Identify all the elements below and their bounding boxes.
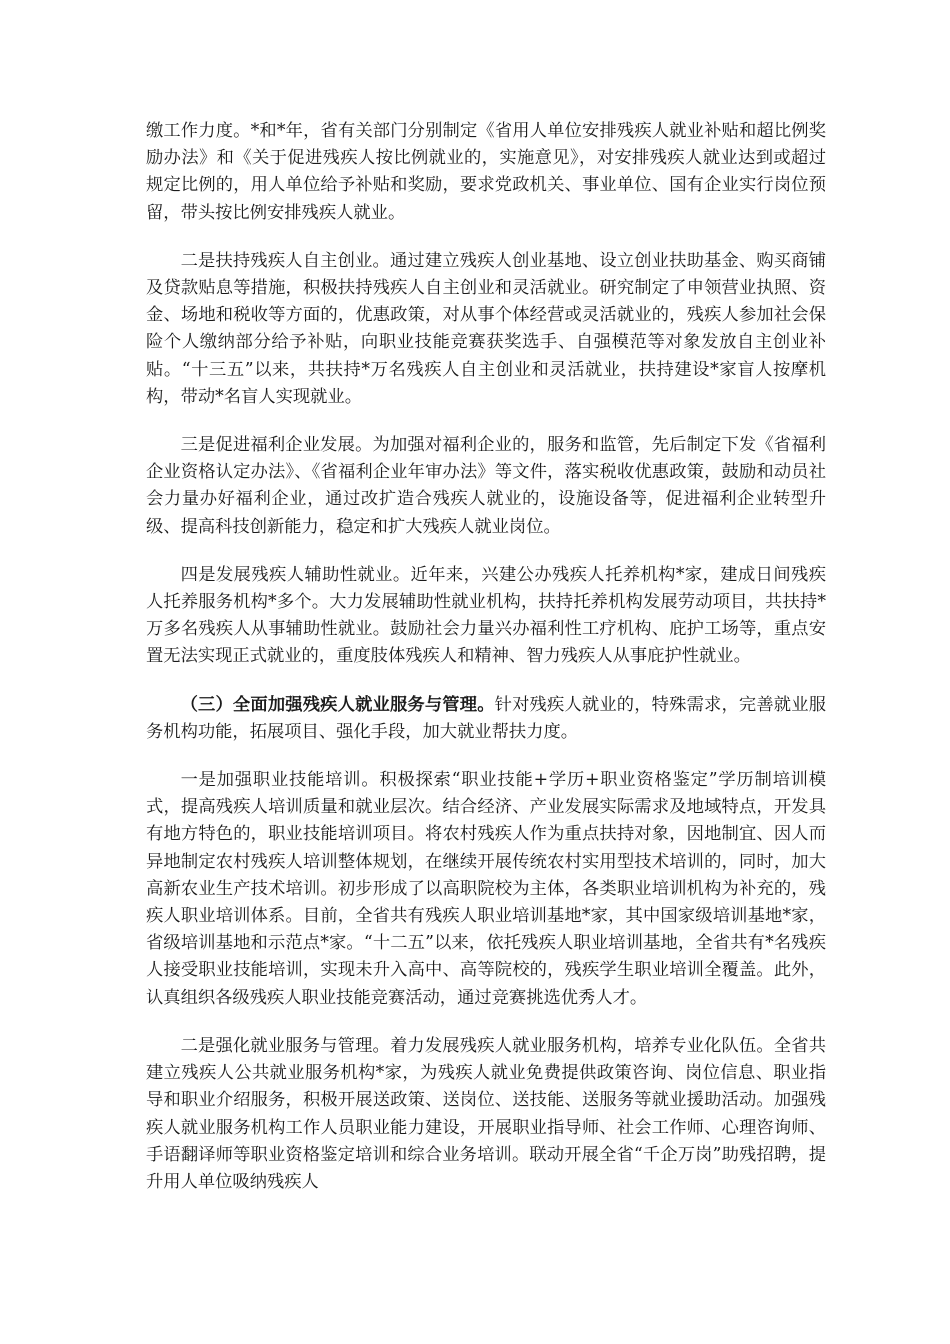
paragraph-5-text: 针对残疾人就业的，特殊需求，完善就业服务机构功能，拓展项目、强化手段，加大就业帮扶力度。 (146, 694, 826, 742)
paragraph-6 (146, 767, 826, 1012)
paragraph-1 (146, 118, 826, 227)
paragraph-7 (146, 1033, 826, 1196)
paragraph-5 (146, 692, 826, 746)
document-page (146, 118, 826, 1217)
section-heading: （三）全面加强残疾人就业服务与管理。 (180, 694, 495, 715)
paragraph-6-text: 一是加强职业技能培训。积极探索“职业技能+学历+职业资格鉴定”学历制培训模式，提高残疾人培训质量和就业层次。结合经济、产业发展实际需求及地域特点，开发具有地方特色的，职业技能培训项目。将农村残疾人作为重点扶持对象，因地制宜、因人而异地制定农村残疾人培训整体规划，在继续开展传统农村实用型技术培训的，同时，加大高新农业生产技术培训。初步形成了以高职院校为主体，各类职业培训机构为补充的，残疾人职业培训体系。目前，全省共有残疾人职业培训基地*家，其中国家级培训基地*家，省级培训基地和示范点*家。“十二五”以来，依托残疾人职业培训基地，全省共有*名残疾人接受职业技能培训，实现未升入高中、高等院校的，残疾学生职业培训全覆盖。此外，认真组织各级残疾人职业技能竞赛活动，通过竞赛挑选优秀人才。 (146, 770, 826, 1008)
paragraph-4-text: 四是发展残疾人辅助性就业。近年来，兴建公办残疾人托养机构*家，建成日间残疾人托养服务机构*多个。大力发展辅助性就业机构，扶持托养机构发展劳动项目，共扶持*万多名残疾人从事辅助性就业。鼓励社会力量兴办福利性工疗机构、庇护工场等，重点安置无法实现正式就业的，重度肢体残疾人和精神、智力残疾人从事庇护性就业。 (146, 564, 826, 667)
paragraph-4 (146, 562, 826, 671)
paragraph-1-text: 缴工作力度。*和*年，省有关部门分别制定《省用人单位安排残疾人就业补贴和超比例奖励办法》和《关于促进残疾人按比例就业的，实施意见》，对安排残疾人就业达到或超过规定比例的，用人单位给予补贴和奖励，要求党政机关、事业单位、国有企业实行岗位预留，带头按比例安排残疾人就业。 (146, 121, 826, 223)
paragraph-7-text: 二是强化就业服务与管理。着力发展残疾人就业服务机构，培养专业化队伍。全省共建立残疾人公共就业服务机构*家，为残疾人就业免费提供政策咨询、岗位信息、职业指导和职业介绍服务，积极开展送政策、送岗位、送技能、送服务等就业援助活动。加强残疾人就业服务机构工作人员职业能力建设，开展职业指导师、社会工作师、心理咨询师、手语翻译师等职业资格鉴定培训和综合业务培训。联动开展全省“千企万岗”助残招聘，提升用人单位吸纳残疾人 (146, 1035, 826, 1192)
paragraph-3 (146, 432, 826, 541)
paragraph-3-text: 三是促进福利企业发展。为加强对福利企业的，服务和监管，先后制定下发《省福利企业资格认定办法》、《省福利企业年审办法》等文件，落实税收优惠政策，鼓励和动员社会力量办好福利企业，通过改扩造合残疾人就业的，设施设备等，促进福利企业转型升级、提高科技创新能力，稳定和扩大残疾人就业岗位。 (146, 435, 826, 537)
paragraph-2 (146, 248, 826, 411)
paragraph-2-text: 二是扶持残疾人自主创业。通过建立残疾人创业基地、设立创业扶助基金、购买商铺及贷款贴息等措施，积极扶持残疾人自主创业和灵活就业。研究制定了申领营业执照、资金、场地和税收等方面的，优惠政策，对从事个体经营或灵活就业的，残疾人参加社会保险个人缴纳部分给予补贴，向职业技能竞赛获奖选手、自强模范等对象发放自主创业补贴。“十三五”以来，共扶持*万名残疾人自主创业和灵活就业，扶持建设*家盲人按摩机构，带动*名盲人实现就业。 (146, 250, 826, 407)
